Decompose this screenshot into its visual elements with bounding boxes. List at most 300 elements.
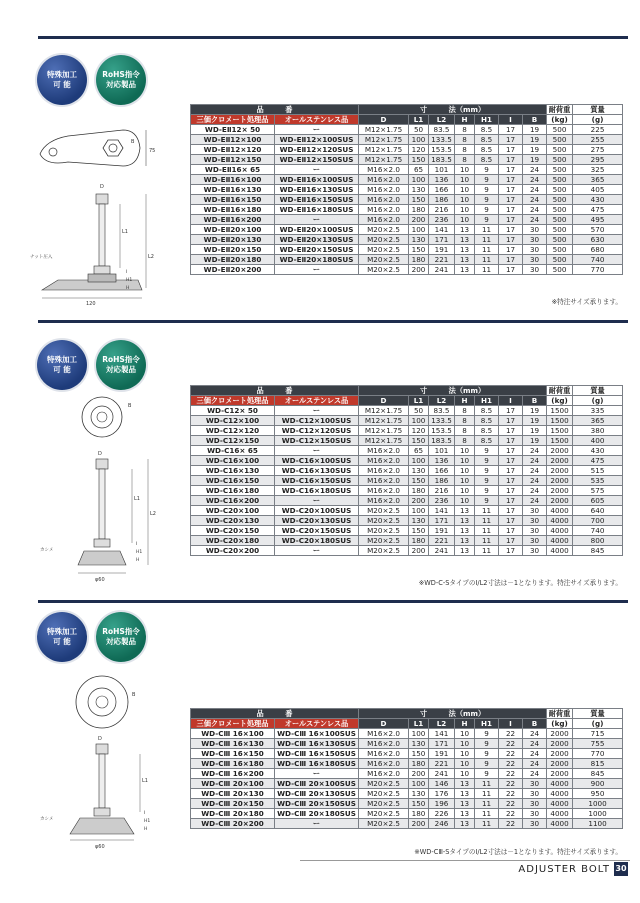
spec-cell: 19: [523, 426, 547, 436]
spec-cell: 30: [523, 819, 547, 829]
spec-cell: 30: [523, 506, 547, 516]
kashime-label: カシメ: [40, 817, 54, 822]
spec-cell: 19: [523, 416, 547, 426]
header-chromate: 三価クロメート処理品: [191, 719, 275, 729]
model-stainless-cell: WD-CⅢ 16×150SUS: [275, 749, 359, 759]
spec-cell: 17: [499, 436, 523, 446]
spec-cell: 176: [429, 789, 455, 799]
table-row: [191, 759, 623, 769]
spec-cell: 50: [409, 406, 429, 416]
spec-cell: 13: [455, 779, 475, 789]
spec-cell: 11: [475, 516, 499, 526]
header-stainless: オールステンレス品: [275, 719, 359, 729]
spec-cell: 1000: [573, 799, 623, 809]
spec-cell: 500: [547, 175, 573, 185]
spec-cell: 2000: [547, 769, 573, 779]
spec-cell: 1100: [573, 819, 623, 829]
table-row: [191, 235, 623, 245]
model-chromate-cell: WD-CⅢ 16×180: [191, 759, 275, 769]
dim-b-label: B: [131, 139, 135, 145]
spec-cell: 11: [475, 526, 499, 536]
nut-press-label: ナット圧入: [30, 255, 53, 260]
spec-cell: 11: [475, 255, 499, 265]
model-stainless-cell: WD-CⅢ 16×130SUS: [275, 739, 359, 749]
section3-note: ※WD-CⅢ-SタイプのI/L2寸法は－1となります。特注サイズ承ります。: [414, 848, 622, 856]
model-chromate-cell: WD-C20×180: [191, 536, 275, 546]
spec-cell: 495: [573, 215, 623, 225]
dim-h1-label: H1: [144, 819, 151, 824]
spec-cell: 133.5: [429, 135, 455, 145]
spec-cell: 500: [547, 185, 573, 195]
spec-cell: 10: [455, 476, 475, 486]
model-chromate-cell: WD-EⅡ20×130: [191, 235, 275, 245]
spec-cell: 2000: [547, 486, 573, 496]
spec-cell: 22: [499, 819, 523, 829]
model-chromate-cell: WD-EⅡ12× 50: [191, 125, 275, 135]
table-row: [191, 205, 623, 215]
spec-cell: M12×1.75: [359, 416, 409, 426]
model-chromate-cell: WD-C16×130: [191, 466, 275, 476]
spec-cell: 9: [475, 446, 499, 456]
spec-cell: 17: [499, 426, 523, 436]
spec-cell: 4000: [547, 516, 573, 526]
table-row: [191, 426, 623, 436]
section-divider-top: [38, 36, 628, 39]
model-stainless-cell: WD-EⅡ16×130SUS: [275, 185, 359, 195]
spec-cell: 150: [409, 749, 429, 759]
model-stainless-cell: WD-C20×130SUS: [275, 516, 359, 526]
spec-cell: 10: [455, 769, 475, 779]
header-l2: L2: [429, 396, 455, 406]
spec-cell: M12×1.75: [359, 135, 409, 145]
spec-cell: 246: [429, 819, 455, 829]
table-row: [191, 406, 623, 416]
spec-cell: 11: [475, 779, 499, 789]
header-l1: L1: [409, 396, 429, 406]
table-row: [191, 436, 623, 446]
spec-cell: M20×2.5: [359, 779, 409, 789]
spec-cell: 630: [573, 235, 623, 245]
spec-cell: 24: [523, 205, 547, 215]
spec-cell: 30: [523, 245, 547, 255]
model-stainless-cell: WD-CⅢ 20×100SUS: [275, 779, 359, 789]
spec-cell: 700: [573, 516, 623, 526]
table-row: [191, 165, 623, 175]
spec-cell: M16×2.0: [359, 215, 409, 225]
spec-cell: 10: [455, 205, 475, 215]
spec-cell: 10: [455, 446, 475, 456]
spec-cell: 130: [409, 516, 429, 526]
spec-cell: 17: [499, 135, 523, 145]
table-row: [191, 145, 623, 155]
spec-cell: 4000: [547, 506, 573, 516]
table-row: [191, 416, 623, 426]
dim-h1-label: H1: [126, 278, 133, 283]
model-stainless-cell: WD-CⅢ 20×150SUS: [275, 799, 359, 809]
table-row: [191, 749, 623, 759]
spec-cell: 180: [409, 486, 429, 496]
spec-cell: 8.5: [475, 416, 499, 426]
table-row: [191, 739, 623, 749]
header-kg: (kg): [547, 396, 573, 406]
special-processing-badge: 特殊加工 可 能: [37, 340, 87, 390]
spec-cell: 13: [455, 255, 475, 265]
model-chromate-cell: WD-CⅢ 16×200: [191, 769, 275, 779]
spec-cell: 9: [475, 175, 499, 185]
model-chromate-cell: WD-C16×200: [191, 496, 275, 506]
spec-cell: 171: [429, 516, 455, 526]
spec-cell: 100: [409, 175, 429, 185]
spec-cell: 221: [429, 759, 455, 769]
spec-cell: 146: [429, 779, 455, 789]
spec-cell: 1500: [547, 436, 573, 446]
spec-cell: 136: [429, 456, 455, 466]
spec-cell: 4000: [547, 789, 573, 799]
spec-rows: [191, 729, 623, 829]
spec-cell: 335: [573, 406, 623, 416]
spec-rows: [191, 125, 623, 275]
spec-cell: 8.5: [475, 426, 499, 436]
spec-cell: 9: [475, 486, 499, 496]
spec-cell: 130: [409, 235, 429, 245]
spec-cell: 30: [523, 799, 547, 809]
spec-cell: 200: [409, 496, 429, 506]
spec-cell: 380: [573, 426, 623, 436]
spec-cell: 216: [429, 486, 455, 496]
table-row: [191, 779, 623, 789]
dim-h1-label: H1: [136, 550, 143, 555]
spec-cell: 325: [573, 165, 623, 175]
spec-cell: 755: [573, 739, 623, 749]
dim-b-label: B: [128, 403, 132, 409]
spec-cell: 13: [455, 546, 475, 556]
header-h: H: [455, 719, 475, 729]
header-dimensions: 寸 法（mm）: [359, 386, 547, 396]
spec-cell: 13: [455, 265, 475, 275]
table-row: [191, 175, 623, 185]
spec-cell: 11: [475, 536, 499, 546]
spec-cell: 500: [547, 145, 573, 155]
spec-cell: 17: [499, 506, 523, 516]
dim-d-label: D: [100, 184, 104, 190]
spec-cell: 17: [499, 225, 523, 235]
model-chromate-cell: WD-C20×150: [191, 526, 275, 536]
spec-cell: 24: [523, 165, 547, 175]
header-dimensions: 寸 法（mm）: [359, 709, 547, 719]
spec-cell: 900: [573, 779, 623, 789]
spec-cell: 11: [475, 235, 499, 245]
table-row: [191, 536, 623, 546]
spec-cell: 24: [523, 446, 547, 456]
spec-cell: M16×2.0: [359, 476, 409, 486]
model-chromate-cell: WD-EⅡ12×100: [191, 135, 275, 145]
spec-cell: 10: [455, 466, 475, 476]
spec-cell: 500: [547, 205, 573, 215]
spec-cell: 17: [499, 185, 523, 195]
spec-cell: 50: [409, 125, 429, 135]
spec-cell: 950: [573, 789, 623, 799]
spec-cell: 171: [429, 235, 455, 245]
header-stainless: オールステンレス品: [275, 115, 359, 125]
spec-cell: 150: [409, 436, 429, 446]
header-b: B: [523, 115, 547, 125]
model-chromate-cell: WD-CⅢ 20×180: [191, 809, 275, 819]
spec-cell: 845: [573, 546, 623, 556]
spec-cell: 22: [499, 799, 523, 809]
spec-cell: 22: [499, 769, 523, 779]
header-hinban: 品 番: [191, 386, 359, 396]
spec-cell: 11: [475, 546, 499, 556]
spec-cell: 22: [499, 779, 523, 789]
spec-cell: 100: [409, 225, 429, 235]
spec-cell: 180: [409, 809, 429, 819]
section1-note: ※特注サイズ承ります。: [551, 298, 622, 306]
spec-cell: 9: [475, 496, 499, 506]
spec-cell: 17: [499, 195, 523, 205]
spec-cell: 9: [475, 185, 499, 195]
table-row: [191, 516, 623, 526]
spec-cell: 17: [499, 165, 523, 175]
spec-cell: 430: [573, 195, 623, 205]
dim-h-label: H: [126, 286, 130, 291]
table-row: [191, 769, 623, 779]
dim-i-label: I: [144, 811, 146, 816]
spec-cell: 83.5: [429, 406, 455, 416]
spec-cell: 150: [409, 799, 429, 809]
header-kg: (kg): [547, 719, 573, 729]
spec-cell: 171: [429, 739, 455, 749]
spec-cell: 1500: [547, 426, 573, 436]
spec-cell: M16×2.0: [359, 486, 409, 496]
spec-cell: 9: [475, 456, 499, 466]
spec-cell: 22: [499, 749, 523, 759]
header-l2: L2: [429, 115, 455, 125]
spec-cell: 740: [573, 526, 623, 536]
spec-cell: 100: [409, 506, 429, 516]
spec-cell: 24: [523, 496, 547, 506]
model-chromate-cell: WD-EⅡ16×150: [191, 195, 275, 205]
spec-cell: M20×2.5: [359, 265, 409, 275]
spec-cell: 120: [409, 145, 429, 155]
model-chromate-cell: WD-EⅡ16×130: [191, 185, 275, 195]
table-row: [191, 446, 623, 456]
spec-cell: 17: [499, 215, 523, 225]
header-h: H: [455, 115, 475, 125]
table-row: [191, 265, 623, 275]
spec-cell: 241: [429, 769, 455, 779]
table-row: [191, 456, 623, 466]
kashime-label: カシメ: [40, 548, 54, 553]
spec-cell: M12×1.75: [359, 125, 409, 135]
dim-l1-label: L1: [142, 778, 148, 784]
spec-cell: 11: [475, 245, 499, 255]
spec-cell: 19: [523, 145, 547, 155]
spec-cell: 100: [409, 456, 429, 466]
table-row: [191, 245, 623, 255]
spec-cell: M20×2.5: [359, 506, 409, 516]
table-row: [191, 729, 623, 739]
spec-cell: 30: [523, 235, 547, 245]
spec-cell: 83.5: [429, 125, 455, 135]
spec-cell: 221: [429, 536, 455, 546]
spec-cell: 10: [455, 749, 475, 759]
spec-cell: 11: [475, 809, 499, 819]
dim-60-label: φ60: [95, 577, 105, 583]
table-row: [191, 135, 623, 145]
spec-cell: 9: [475, 215, 499, 225]
spec-cell: 2000: [547, 759, 573, 769]
spec-cell: 500: [547, 165, 573, 175]
spec-cell: 500: [547, 135, 573, 145]
table-row: [191, 506, 623, 516]
table-row: [191, 789, 623, 799]
spec-cell: 13: [455, 516, 475, 526]
spec-cell: 8: [455, 436, 475, 446]
dim-d-label: D: [98, 736, 102, 742]
model-stainless-cell: ー: [275, 406, 359, 416]
model-chromate-cell: WD-EⅡ16×200: [191, 215, 275, 225]
spec-cell: 2000: [547, 729, 573, 739]
header-i: I: [499, 115, 523, 125]
spec-cell: 30: [523, 265, 547, 275]
spec-cell: 475: [573, 205, 623, 215]
spec-table-wd-e2: [190, 104, 623, 275]
model-stainless-cell: ー: [275, 546, 359, 556]
spec-cell: 30: [523, 526, 547, 536]
spec-cell: 101: [429, 165, 455, 175]
spec-cell: 4000: [547, 809, 573, 819]
model-chromate-cell: WD-C16× 65: [191, 446, 275, 456]
spec-cell: 24: [523, 769, 547, 779]
footer-title: ADJUSTER BOLT: [518, 864, 610, 875]
model-chromate-cell: WD-EⅡ20×180: [191, 255, 275, 265]
spec-cell: 800: [573, 536, 623, 546]
spec-cell: 24: [523, 476, 547, 486]
spec-cell: 10: [455, 456, 475, 466]
spec-cell: 17: [499, 466, 523, 476]
spec-cell: 24: [523, 195, 547, 205]
model-stainless-cell: WD-EⅡ16×150SUS: [275, 195, 359, 205]
spec-cell: M16×2.0: [359, 729, 409, 739]
spec-cell: M20×2.5: [359, 799, 409, 809]
spec-cell: 11: [475, 225, 499, 235]
spec-cell: 100: [409, 135, 429, 145]
spec-cell: 183.5: [429, 436, 455, 446]
spec-cell: 9: [475, 165, 499, 175]
spec-cell: M16×2.0: [359, 446, 409, 456]
header-load: 耐荷重: [547, 105, 573, 115]
spec-cell: 10: [455, 729, 475, 739]
spec-cell: 180: [409, 255, 429, 265]
spec-cell: 8.5: [475, 125, 499, 135]
spec-cell: 200: [409, 265, 429, 275]
spec-cell: 241: [429, 265, 455, 275]
header-h: H: [455, 396, 475, 406]
table-row: [191, 486, 623, 496]
spec-cell: 500: [547, 235, 573, 245]
spec-cell: M20×2.5: [359, 516, 409, 526]
spec-cell: 2000: [547, 446, 573, 456]
spec-cell: 605: [573, 496, 623, 506]
dim-75-label: 75: [149, 148, 156, 154]
spec-cell: 24: [523, 729, 547, 739]
product-drawing-wd-c3: [40, 672, 160, 852]
spec-cell: M12×1.75: [359, 426, 409, 436]
model-stainless-cell: ー: [275, 265, 359, 275]
dim-120-label: 120: [86, 301, 96, 307]
spec-cell: 10: [455, 496, 475, 506]
model-stainless-cell: ー: [275, 165, 359, 175]
spec-cell: 17: [499, 416, 523, 426]
model-stainless-cell: WD-CⅢ 16×180SUS: [275, 759, 359, 769]
spec-cell: 13: [455, 235, 475, 245]
spec-cell: 570: [573, 225, 623, 235]
header-load: 耐荷重: [547, 386, 573, 396]
spec-cell: 130: [409, 466, 429, 476]
spec-cell: 17: [499, 536, 523, 546]
spec-cell: 845: [573, 769, 623, 779]
header-mass: 質量: [573, 105, 623, 115]
spec-cell: M20×2.5: [359, 546, 409, 556]
spec-table-wd-c3: [190, 708, 623, 829]
spec-rows: [191, 406, 623, 556]
dim-l2-label: L2: [148, 254, 154, 260]
spec-cell: 191: [429, 245, 455, 255]
header-l1: L1: [409, 719, 429, 729]
spec-cell: 17: [499, 516, 523, 526]
spec-cell: 17: [499, 486, 523, 496]
spec-cell: 180: [409, 536, 429, 546]
dim-l1-label: L1: [134, 496, 140, 502]
header-mass: 質量: [573, 386, 623, 396]
spec-cell: 10: [455, 486, 475, 496]
header-hinban: 品 番: [191, 709, 359, 719]
spec-cell: 236: [429, 496, 455, 506]
spec-cell: 10: [455, 195, 475, 205]
model-stainless-cell: WD-C12×100SUS: [275, 416, 359, 426]
spec-cell: 500: [547, 125, 573, 135]
header-g: (g): [573, 115, 623, 125]
model-stainless-cell: WD-EⅡ16×180SUS: [275, 205, 359, 215]
spec-cell: 430: [573, 446, 623, 456]
table-row: [191, 476, 623, 486]
spec-cell: M20×2.5: [359, 526, 409, 536]
spec-cell: 8: [455, 155, 475, 165]
spec-cell: 2000: [547, 749, 573, 759]
spec-cell: 19: [523, 406, 547, 416]
spec-cell: 8.5: [475, 135, 499, 145]
spec-cell: 9: [475, 769, 499, 779]
header-l1: L1: [409, 115, 429, 125]
spec-cell: 130: [409, 789, 429, 799]
spec-cell: 30: [523, 809, 547, 819]
spec-table-wd-c: [190, 385, 623, 556]
model-stainless-cell: ー: [275, 446, 359, 456]
table-row: [191, 799, 623, 809]
table-row: [191, 255, 623, 265]
header-mass: 質量: [573, 709, 623, 719]
spec-cell: 100: [409, 416, 429, 426]
model-stainless-cell: WD-C12×150SUS: [275, 436, 359, 446]
table-row: [191, 466, 623, 476]
spec-cell: 24: [523, 759, 547, 769]
spec-cell: 221: [429, 255, 455, 265]
model-chromate-cell: WD-CⅢ 20×150: [191, 799, 275, 809]
spec-cell: 141: [429, 506, 455, 516]
spec-cell: 2000: [547, 466, 573, 476]
spec-cell: 10: [455, 739, 475, 749]
table-row: [191, 225, 623, 235]
